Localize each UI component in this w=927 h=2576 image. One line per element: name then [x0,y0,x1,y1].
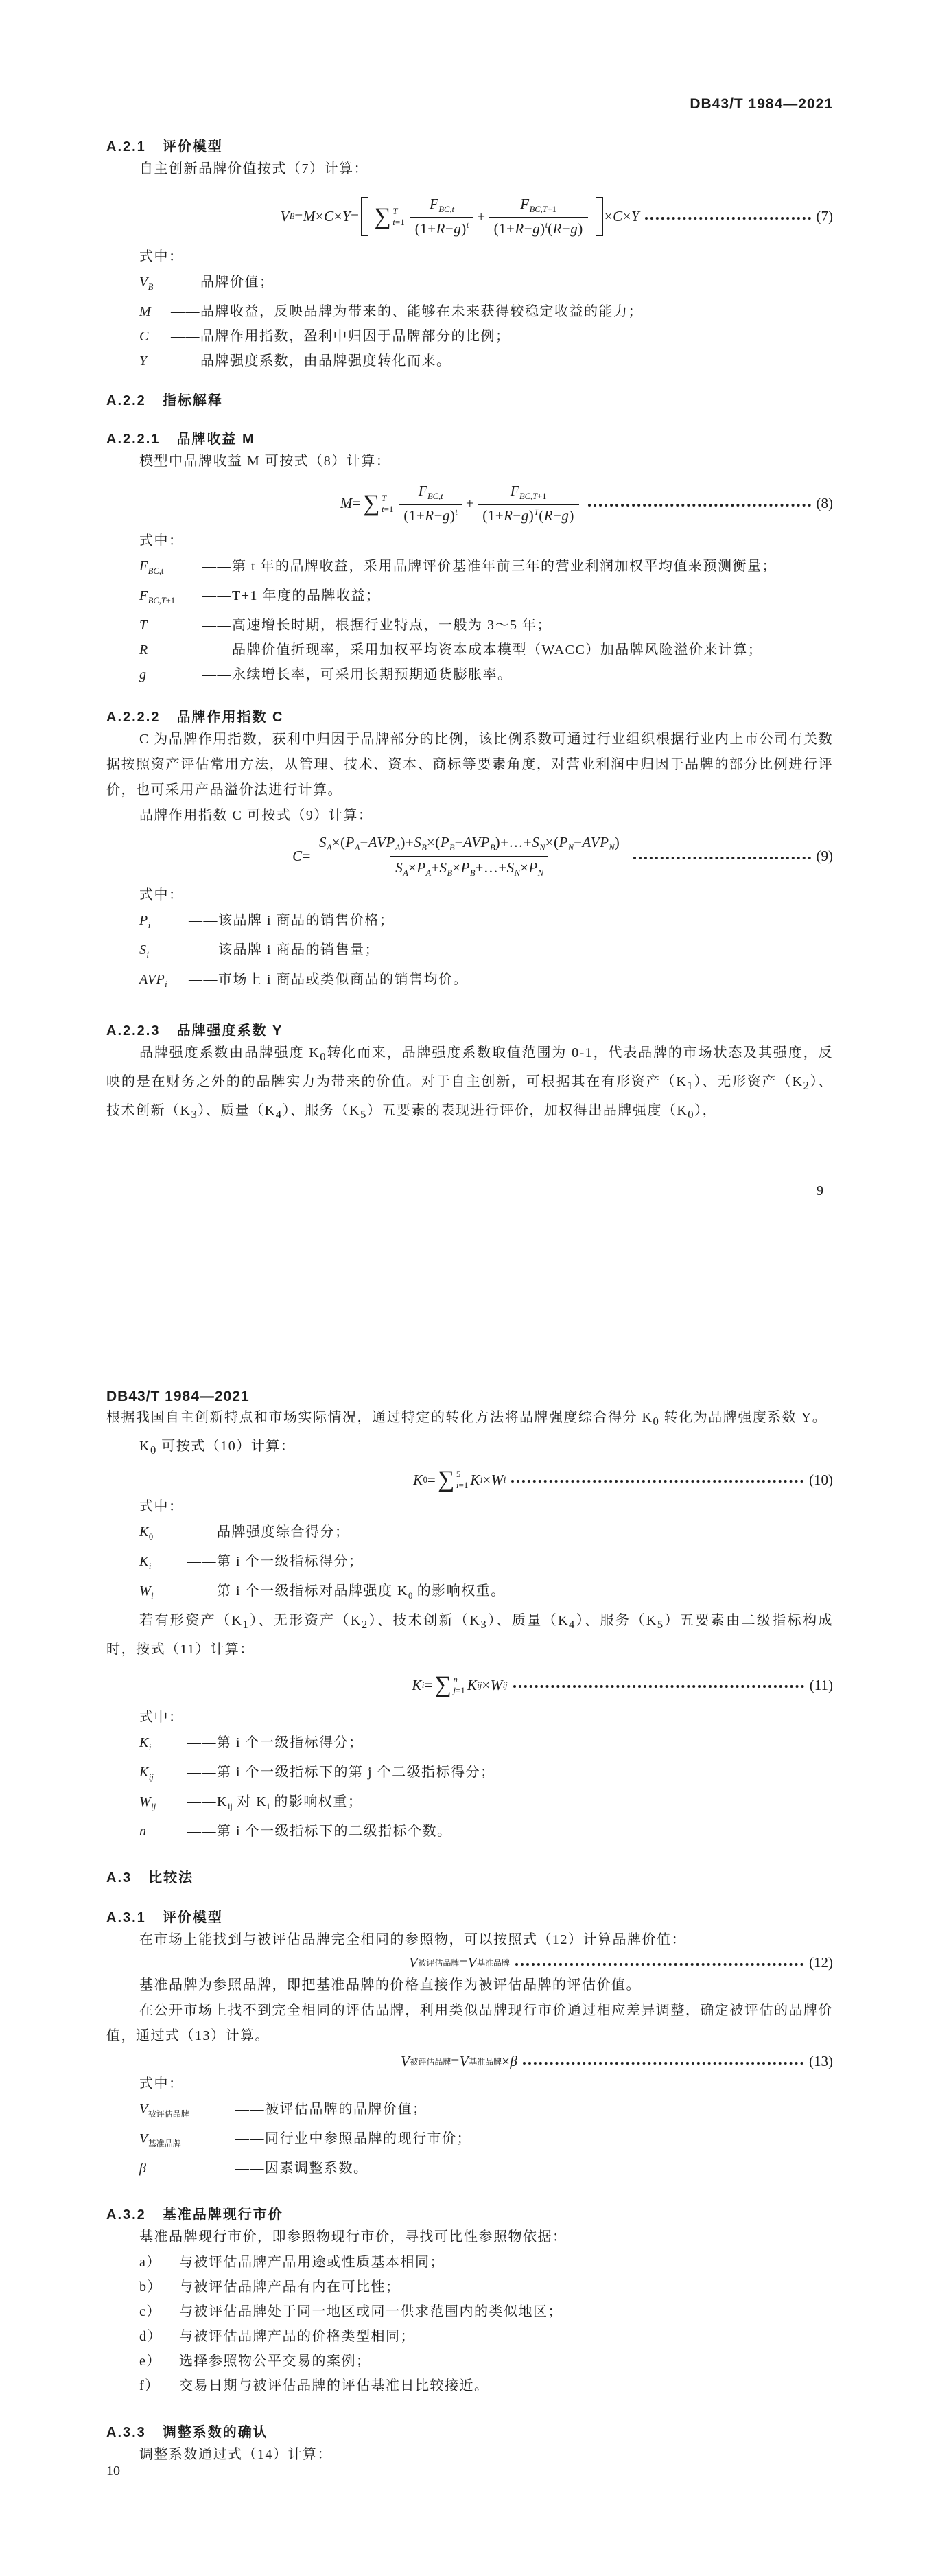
equation-10-body: K 0 = ∑ 5 i=1 K i × W i [413,1467,506,1492]
definition-symbol: $V_{基准品牌}$ [139,2131,181,2148]
definition-description: ——T+1 年度的品牌收益； [202,588,381,604]
list-item-text: 与被评估品牌产品有内在可比性； [179,2279,401,2295]
definition-symbol: T [139,618,148,634]
definition-row [139,2097,833,2126]
list-item-tag: c） [139,2304,161,2319]
dot-leader [523,2062,803,2065]
paragraph-eq9-intro: 品牌作用指数 C 可按式（9）计算： [139,808,373,824]
paragraph-eq11-intro: 若有形资产$(K_1)$、无形资产$(K_2)$、技术创新$(K_3)$、质量$(K_4)$、服务$(K_5)$五要素由二级指标构成时，按式（11）计算： [106,1613,833,1657]
where-label: 式中： [139,533,184,549]
definition-symbol: R [139,642,148,658]
definition-description: ——该品牌 i 商品的销售量； [189,942,380,958]
list-item [139,2250,833,2275]
paragraph-a31-intro: 在市场上能找到与被评估品牌完全相同的参照物，可以按照式（12）计算品牌价值： [139,1932,686,1947]
dot-leader [515,1963,803,1966]
definition-description: ——第 i 个一级指标下的二级指标个数。 [187,1824,452,1839]
section-heading-a221-model [106,137,833,156]
definition-row [139,583,833,613]
definition-symbol: $V_B$ [139,275,154,292]
equation-8-number: (8) [816,495,833,512]
section-heading-a32 [106,2205,833,2225]
paragraph-a33-intro: 调整系数通过式（14）计算： [139,2447,332,2462]
list-item [139,2374,833,2398]
section-heading-a33 [106,2423,833,2442]
paragraph-a223-body: 品牌强度系数由品牌强度 $K_0$转化而来，品牌强度系数取值范围为 0-1，代表品牌的市场状态及其强度，反映的是在财务之外的的品牌实力为带来的价值。对于自主创新，可根据其在有形资产$(K_1)$、无形资产$(K_2)$、技术创新$(K_3)$、质量$(K_4)$、服务$(K_5)$五要素的表现进行评价，加权得出品牌强度$(K_0)$， [106,1045,834,1121]
where-label: 式中： [139,1499,184,1514]
section-title: 品牌收益 M [176,432,255,448]
list-item-text: 与被评估品牌产品用途或性质基本相同； [179,2255,445,2270]
definition-symbol: g [139,667,147,683]
definition-description: ——第 i 个一级指标对品牌强度 $K_0$ 的影响权重。 [187,1583,506,1601]
dot-leader [588,504,811,507]
definition-row [139,2126,833,2156]
definition-description: ——高速增长时期，根据行业特点，一般为 3～5 年； [202,618,552,634]
definition-list-eq9 [106,908,833,997]
definition-description: ——品牌价值； [171,275,274,290]
definition-row [139,967,833,997]
equation-7-number: (7) [816,208,833,225]
definition-description: ——第 i 个一级指标得分； [187,1735,364,1750]
section-heading-a3 [106,1868,833,1888]
standard-code-header: DB43/T 1984—2021 [690,96,833,112]
list-item-text: 交易日期与被评估品牌的评估基准日比较接近。 [179,2378,489,2393]
definition-row [139,938,833,967]
paragraph-eq7-intro: 自主创新品牌价值按式（7）计算： [139,161,368,176]
definition-row [139,2156,833,2181]
definition-row [139,1789,833,1819]
definition-description: ——第 t 年的品牌收益，采用品牌评价基准年前三年的营业利润加权平均值来预测衡量； [202,559,777,575]
equation-13 [106,2053,833,2070]
paragraph-continued: 根据我国自主创新特点和市场实际情况，通过特定的转化方法将品牌强度综合得分 $K_0$ 转化为品牌强度系数 Y。 [106,1410,828,1428]
section-heading-a31 [106,1908,833,1927]
definition-row [139,1549,833,1579]
definition-symbol: $AVP_i$ [139,971,167,989]
definition-list-eq13 [106,2097,833,2181]
definition-description: ——因素调整系数。 [235,2161,368,2176]
list-item-text: 与被评估品牌处于同一地区或同一供求范围内的类似地区； [179,2304,563,2319]
equation-7-body: V B = M × C × Y = ∑ T t=1 $F_{BC,t}$ $(1+R-g)^t$ + $F_{BC,T+1}$ $(1+R-g)^t(R-g)$ × C × Y [280,196,640,237]
equation-12-body: V 被评估品牌 = V 基准品牌 [408,1954,511,1971]
equation-12 [106,1954,833,1971]
section-title: 基准品牌现行市价 [162,2207,283,2223]
definition-row [139,554,833,583]
definition-symbol: $F_{BC,t}$ [139,559,164,577]
paragraph-a31-base-brand: 基准品牌为参照品牌，即把基准品牌的价格直接作为被评估品牌的评估价值。 [139,1977,641,1993]
list-item [139,2349,833,2374]
equation-8-body: M = ∑ T t=1 $F_{BC,t}$ $(1+R-g)^t$ + $F_{BC,T+1}$ $(1+R-g)^T(R-g)$ [340,483,583,524]
paragraph-a222-body: C 为品牌作用指数，获利中归因于品牌部分的比例，该比例系数可通过行业组织根据行业内上市公司有关数据按照资产评估常用方法，从管理、技术、资本、商标等要素角度，对营业利润中归因于品牌的部分比例进行评价，也可采用产品溢价法进行计算。 [106,732,833,798]
definition-symbol: n [139,1824,147,1839]
definition-symbol: $P_i$ [139,912,151,930]
definition-symbol: $W_{ij}$ [139,1794,156,1811]
equation-10-number: (10) [809,1471,833,1488]
definition-row [139,1730,833,1760]
where-label: 式中： [139,2076,184,2091]
paragraph-eq10-intro: $K_0$ 可按式（10）计算： [139,1439,296,1457]
list-item-tag: e） [139,2354,161,2369]
list-item [139,2275,833,2299]
definition-description: ——永续增长率，可采用长期预期通货膨胀率。 [202,667,513,683]
definition-row [139,1520,833,1549]
section-number: A.2.2.1 [106,432,161,448]
section-number: A.3 [106,1870,132,1885]
definition-symbol: $K_0$ [139,1524,154,1542]
section-title: 调整系数的确认 [162,2425,268,2440]
definition-description: ——第 i 个一级指标得分； [187,1554,364,1569]
definition-list-eq7 [106,270,833,373]
where-label: 式中： [139,887,184,903]
definition-list-eq11 [106,1730,833,1844]
equation-7 [106,196,833,237]
equation-9 [106,834,833,878]
definition-description: ——品牌作用指数，盈利中归因于品牌部分的比例； [171,329,511,345]
section-heading-a2222 [106,708,833,727]
definition-symbol: M [139,304,152,320]
definition-symbol: Y [139,353,148,369]
definition-row [139,908,833,938]
list-item-tag: d） [139,2329,162,2344]
definition-row [139,1819,833,1844]
definition-symbol: $K_i$ [139,1735,152,1752]
document-page-2 [0,1288,927,2576]
definition-description: ——同行业中参照品牌的现行市价； [235,2131,471,2146]
paragraph-eq8-intro: 模型中品牌收益 M 可按式（8）计算： [139,454,391,469]
list-item-tag: b） [139,2279,162,2295]
definition-description: ——市场上 i 商品或类似商品的销售均价。 [189,971,469,987]
page-number: 9 [817,1183,823,1198]
section-number: A.2.2 [106,393,146,409]
definition-list-eq10 [106,1520,833,1608]
equation-10 [106,1468,833,1492]
equation-11-body: K i = ∑ n j=1 K ij × W ij [412,1672,508,1697]
section-title: 指标解释 [162,393,223,409]
comparable-criteria-list [106,2250,833,2398]
definition-description: ——品牌收益，反映品牌为带来的、能够在未来获得较稳定收益的能力； [171,304,643,320]
definition-description: ——被评估品牌的品牌价值； [235,2102,427,2117]
equation-12-number: (12) [809,1954,833,1971]
definition-description: ——品牌强度综合得分； [187,1524,350,1540]
section-title: 评价模型 [162,1910,223,1925]
section-number: A.3.1 [106,1910,146,1925]
definition-row [139,270,833,299]
definition-symbol: $K_{ij}$ [139,1765,154,1782]
where-label: 式中： [139,1710,184,1725]
standard-code-header: DB43/T 1984—2021 [106,1389,250,1404]
definition-symbol: C [139,329,149,345]
definition-symbol: $S_i$ [139,942,149,960]
equation-11-number: (11) [809,1676,833,1693]
definition-symbol: $K_i$ [139,1554,152,1571]
equation-9-body: C = $S_A\times(P_A-AVP_A)+S_B\times(P_B-AVP_B)+\dots+S_N\times(P_N-AVP_N)$ $S_A\times P_A+S_B\times P_B+\dots+S_N\times P_N$ [292,834,620,878]
equation-13-number: (13) [809,2053,833,2069]
definition-row [139,662,833,687]
definition-description: ——该品牌 i 商品的销售价格； [189,912,395,928]
section-number: A.3.2 [106,2207,146,2223]
section-heading-a22 [106,391,833,410]
definition-row [139,1760,833,1789]
dot-leader [511,1480,803,1483]
definition-list-eq8 [106,554,833,687]
paragraph-a31-open-market: 在公开市场上找不到完全相同的评估品牌，利用类似品牌现行市价通过相应差异调整，确定被评估的品牌价值，通过式（13）计算。 [106,2003,833,2043]
where-label: 式中： [139,249,184,265]
equation-11 [106,1673,833,1697]
definition-symbol: β [139,2161,147,2176]
section-heading-a2221 [106,430,833,449]
definition-symbol: $W_i$ [139,1583,154,1601]
list-item-text: 与被评估品牌产品的价格类型相同； [179,2329,415,2344]
definition-row [139,638,833,662]
section-number: A.2.1 [106,139,146,154]
list-item-tag: f） [139,2378,160,2393]
dot-leader [513,1685,804,1688]
definition-row [139,299,833,324]
definition-description: ——第 i 个一级指标下的第 j 个二级指标得分； [187,1765,495,1780]
page-number: 10 [106,2463,120,2479]
section-title: 品牌强度系数 Y [176,1023,283,1038]
paragraph-a32-intro: 基准品牌现行市价，即参照物现行市价，寻找可比性参照物依据： [139,2229,567,2244]
section-title: 品牌作用指数 C [176,710,284,726]
list-item-text: 选择参照物公平交易的案例； [179,2354,371,2369]
section-title: 比较法 [148,1870,194,1885]
section-number: A.3.3 [106,2425,146,2440]
equation-13-body: V 被评估品牌 = V 基准品牌 × β [401,2053,518,2069]
dot-leader [633,857,810,859]
definition-description: ——品牌强度系数，由品牌强度转化而来。 [171,353,451,369]
list-item-tag: a） [139,2255,161,2270]
definition-row [139,613,833,638]
definition-row [139,1579,833,1608]
list-item [139,2324,833,2349]
definition-row [139,324,833,349]
list-item [139,2299,833,2324]
equation-9-number: (9) [816,848,833,865]
definition-description: $——K_{ij}$ 对 $K_i$ 的影响权重； [187,1794,363,1811]
section-number: A.2.2.3 [106,1023,161,1038]
definition-row [139,349,833,373]
section-title: 评价模型 [162,139,223,154]
definition-description: ——品牌价值折现率，采用加权平均资本成本模型（WACC）加品牌风险溢价来计算； [202,642,763,658]
dot-leader [645,217,810,220]
definition-symbol: $V_{被评估品牌}$ [139,2102,189,2119]
equation-8 [106,483,833,524]
section-heading-a2223 [106,1021,833,1041]
definition-symbol: $F_{BC,T+1}$ [139,588,176,606]
section-number: A.2.2.2 [106,710,161,726]
